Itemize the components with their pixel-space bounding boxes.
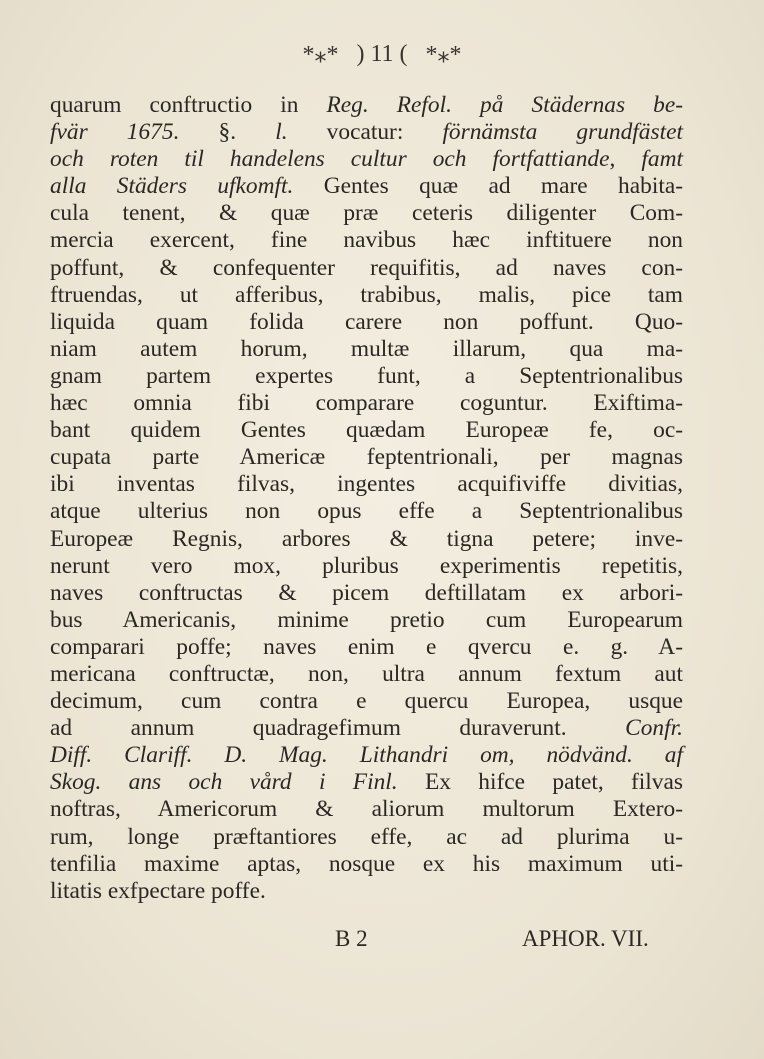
italic-segment: famt	[641, 146, 683, 173]
text-segment: vocatur:	[287, 119, 443, 146]
italic-segment: alla Städers ufkomft.	[50, 173, 294, 200]
text-segment: bant quidem Gentes quædam Europeæ fe, oc-	[50, 417, 683, 444]
text-line	[50, 796, 683, 823]
text-segment: cula tenent, & quæ præ ceteris diligenter Com-	[50, 200, 683, 227]
text-line	[50, 471, 683, 498]
text-segment: ftruendas, ut afferibus, trabibus, malis, pice tam	[50, 281, 683, 308]
text-line	[50, 390, 683, 417]
italic-segment: Diff. Clariff. D. Mag. Lithandri om, nödvänd. af	[50, 742, 683, 769]
italic-segment: Reg. Refol. på Städernas be-	[326, 92, 684, 118]
signature-mark: B 2	[335, 926, 368, 951]
text-segment: mericana conftructæ, non, ultra annum fextum aut	[50, 660, 683, 687]
text-segment: liquida quam folida carere non poffunt. Quo-	[50, 308, 683, 335]
italic-segment: förnämsta grundfästet	[442, 119, 683, 146]
page-number: ) 11 (	[356, 41, 408, 67]
text-segment: noftras, Americorum & aliorum multorum Extero-	[50, 796, 683, 823]
text-segment: rum, longe præftantiores effe, ac ad plurima u-	[50, 823, 683, 850]
text-line	[50, 526, 683, 553]
text-line	[50, 688, 683, 715]
text-segment: bus Americanis, minime pretio cum Europearum	[50, 606, 683, 633]
text-segment: tenfilia maxime aptas, nosque ex his maximum uti-	[50, 850, 683, 877]
text-line	[50, 282, 683, 309]
text-segment: ,	[609, 146, 642, 173]
text-line	[50, 146, 683, 173]
text-segment: poffunt, & confequenter requifitis, ad naves con-	[50, 254, 683, 281]
page-header	[0, 40, 764, 84]
text-line	[50, 336, 683, 363]
text-line	[50, 444, 683, 471]
text-line	[50, 878, 683, 905]
text-segment: Europeæ Regnis, arbores & tigna petere; inve-	[50, 525, 683, 552]
text-segment: ad annum quadragefimum duraverunt.	[50, 715, 626, 742]
ornament-left: *⁎*	[302, 42, 339, 68]
text-segment: decimum, cum contra e quercu Europea, usque	[50, 688, 683, 715]
text-segment: Ex hifce patet, filvas	[397, 769, 683, 796]
text-segment: litatis exfpectare poffe.	[50, 877, 266, 904]
text-line	[50, 417, 683, 444]
text-line	[50, 173, 683, 200]
text-line	[50, 119, 683, 146]
text-line	[50, 824, 683, 851]
text-line	[50, 607, 683, 634]
text-line	[50, 634, 683, 661]
text-line	[50, 742, 683, 769]
text-line	[50, 363, 683, 390]
italic-segment: Confr.	[625, 715, 683, 742]
text-segment: naves conftructas & picem deftillatam ex arbori-	[50, 579, 683, 606]
text-segment: gnam partem expertes funt, a Septentrionalibus	[50, 362, 683, 389]
text-line	[50, 661, 683, 688]
italic-segment: Skog. ans och vård i Finl.	[50, 769, 398, 796]
text-line	[50, 309, 683, 336]
text-segment: comparari poffe; naves enim e qvercu e. g. A-	[50, 633, 683, 660]
text-segment: quarum conftructio in	[50, 92, 327, 118]
text-segment: nerunt vero mox, pluribus experimentis repetitis,	[50, 552, 683, 579]
text-segment: §.	[179, 119, 276, 146]
text-segment: niam autem horum, multæ illarum, qua ma-	[50, 335, 683, 362]
text-segment: ibi inventas filvas, ingentes acquifiviffe divitias,	[50, 471, 683, 498]
text-segment: mercia exercent, fine navibus hæc inftituere non	[50, 227, 683, 254]
text-line	[50, 92, 683, 119]
text-line	[50, 580, 683, 607]
italic-segment: fvär 1675.	[50, 119, 180, 146]
text-segment: atque ulterius non opus effe a Septentrionalibus	[50, 498, 683, 525]
italic-segment: och roten til handelens cultur och fortfattiande	[50, 146, 610, 173]
ornament-right: *⁎*	[425, 42, 462, 68]
text-segment: hæc omnia fibi comparare coguntur. Exiftima-	[50, 390, 683, 417]
text-segment: Gentes quæ ad mare habita-	[293, 173, 683, 200]
page-footer	[0, 926, 764, 960]
body-text	[50, 92, 683, 905]
text-line	[50, 851, 683, 878]
catchword: APHOR. VII.	[522, 926, 649, 951]
text-line	[50, 200, 683, 227]
text-line	[50, 715, 683, 742]
text-segment: cupata parte Americæ feptentrionali, per magnas	[50, 444, 683, 471]
text-line	[50, 769, 683, 796]
italic-segment: l.	[275, 119, 288, 146]
text-line	[50, 255, 683, 282]
text-line	[50, 553, 683, 580]
text-line	[50, 498, 683, 525]
text-line	[50, 227, 683, 254]
